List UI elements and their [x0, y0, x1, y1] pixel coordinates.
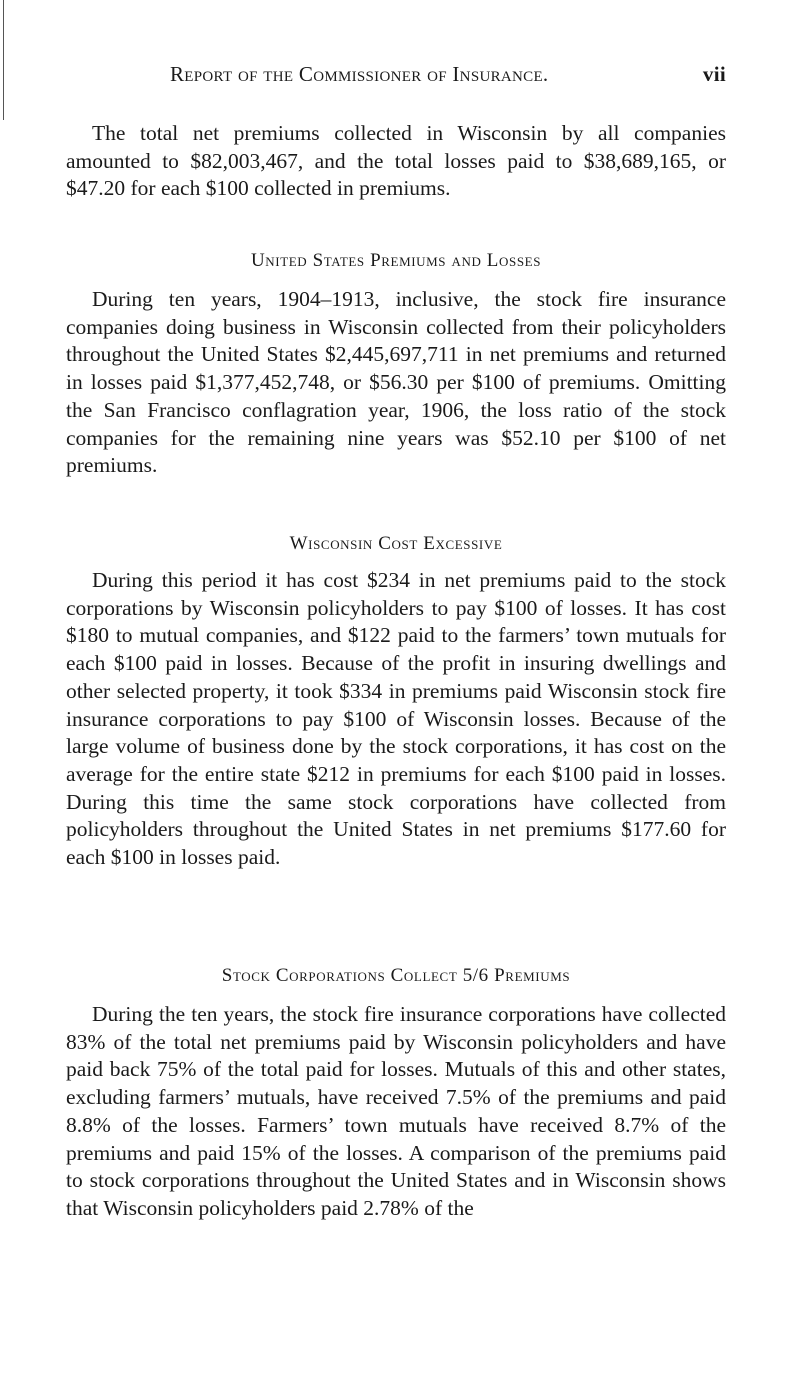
paragraph-text: The total net premiums collected in Wisconsin by all companies amounted to $82,003,467, and the total losses paid to $38,689,165, or $47.20 for each $100 collected in premiums. [66, 121, 726, 201]
page-edge-line [3, 0, 4, 120]
running-head-title: Report of the Commissioner of Insurance. [170, 62, 549, 86]
paragraph-wisconsin-cost [66, 567, 726, 872]
page-number: vii [702, 62, 726, 86]
section-heading-stock-corporations: Stock Corporations Collect 5/6 Premiums [221, 965, 571, 986]
paragraph-stock-corporations [66, 1001, 726, 1223]
paragraph-total-premiums [66, 120, 726, 203]
paragraph-us-premiums [66, 286, 726, 480]
paragraph-text: During ten years, 1904–1913, inclusive, the stock fire insurance companies doing business in Wisconsin collected from their policyholders throughout the United States $2,445,697,711 in net premiums and returned in losses paid $1,377,452,748, or $56.30 per $100 of premiums. Omitting the San Francisco conflagration year, 1906, the loss ratio of the stock companies for the remaining nine years was $52.10 per $100 of net premiums. [66, 287, 726, 478]
paragraph-text: During this period it has cost $234 in net premiums paid to the stock corporations by Wisconsin policyholders to pay $100 of losses. It has cost $180 to mutual companies, and $122 paid to the farmers’ town mutuals for each $100 paid in losses. Because of the profit in insuring dwellings and other selected property, it took $334 in premiums paid Wisconsin stock fire insurance corporations to pay $100 of Wisconsin losses. Because of the large volume of business done by the stock corporations, it has cost on the average for the entire state $212 in premiums for each $100 paid in losses. During this time the same stock corporations have collected from policyholders throughout the United States in net premiums $177.60 for each $100 in losses paid. [66, 568, 726, 870]
running-head [170, 62, 726, 87]
paragraph-text: During the ten years, the stock fire insurance corporations have collected 83% of the total net premiums paid by Wisconsin policyholders and have paid back 75% of the total paid for losses. Mutuals of this and other states, excluding farmers’ mutuals, have received 7.5% of the premiums and paid 8.8% of the losses. Farmers’ town mutuals have received 8.7% of the premiums and paid 15% of the losses. A comparison of the premiums paid to stock corporations throughout the United States and in Wisconsin shows that Wisconsin policyholders paid 2.78% of the [66, 1002, 726, 1220]
section-heading-us-premiums: United States Premiums and Losses [250, 250, 542, 271]
section-heading-wisconsin-cost: Wisconsin Cost Excessive [289, 533, 503, 554]
